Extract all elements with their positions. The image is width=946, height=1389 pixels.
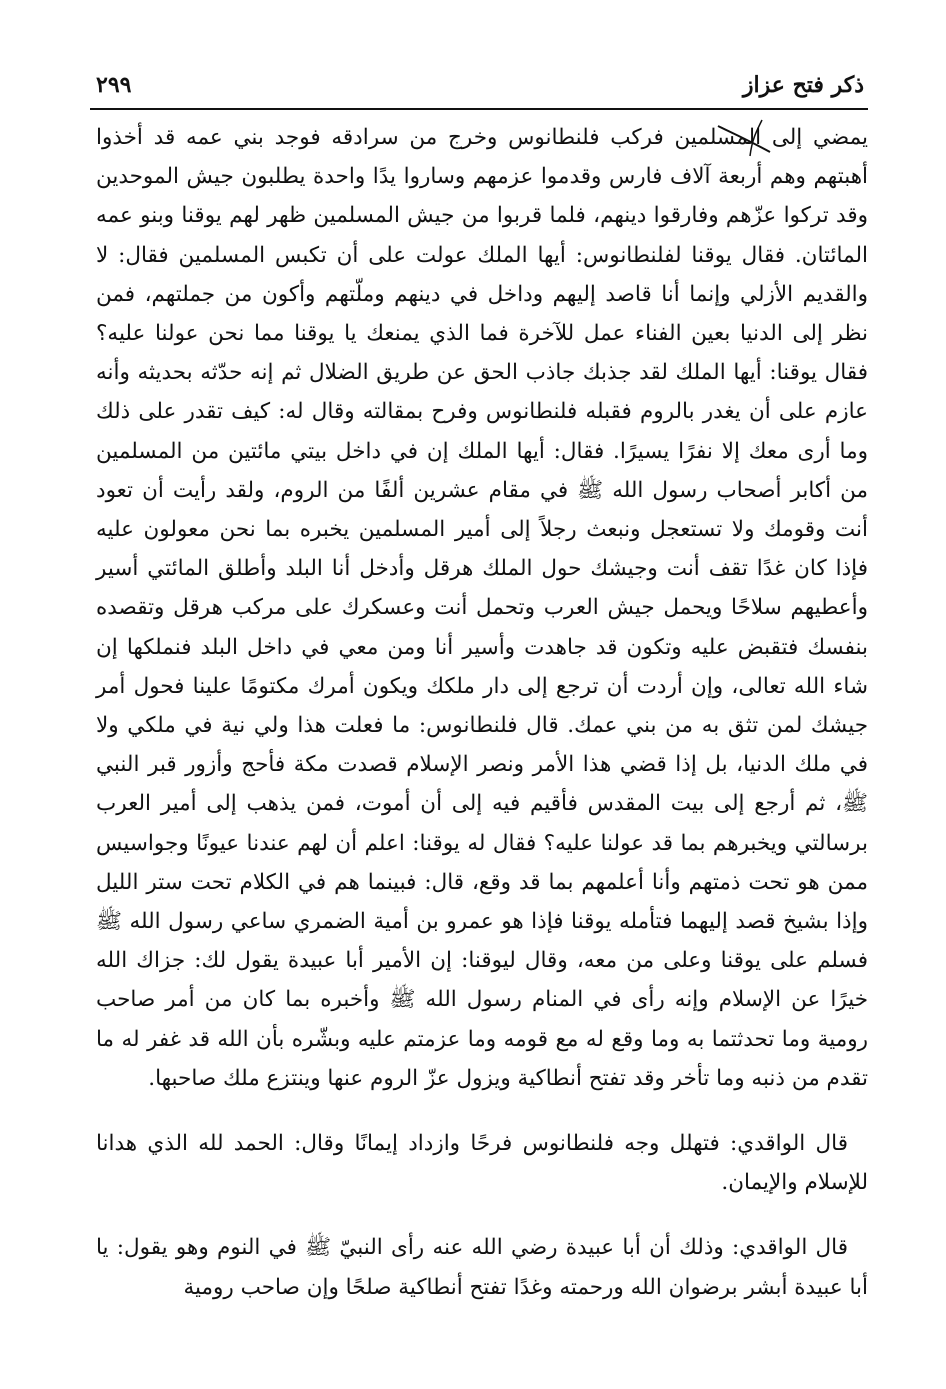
paragraph-main: يمضي إلى المسلمين فركب فلنطانوس وخرج من سرادقه فوجد بني عمه قد أخذوا أهبتهم وهم أربعة آلاف فارس وقدموا عزمهم وساروا يدًا واحدة يطلبون جيش الموحدين وقد تركوا عزّهم وفارقوا دينهم، فلما قربوا من جيش المسلمين ظهر لهم يوقنا وبنو عمه المائتان. فقال يوقنا لفلنطانوس: أيها الملك عولت على أن تكبس المسلمين فقال: لا والقديم الأزلي وإنما أنا قاصد إليهم وداخل في دينهم وملّتهم وأكون من جملتهم، فمن نظر إلى الدنيا بعين الفناء عمل للآخرة فما الذي يمنعك يا يوقنا مما نحن عولنا عليه؟ فقال يوقنا: أيها الملك لقد جذبك جاذب الحق عن طريق الضلال ثم إنه حدّثه بحديثه وأنه عازم على أن يغدر بالروم فقبله فلنطانوس وفرح بمقالته وقال له: كيف تقدر على ذلك وما أرى معك إلا نفرًا يسيرًا. فقال: أيها الملك إن في داخل بيتي مائتين من المسلمين من أكابر أصحاب رسول الله ﷺ في مقام عشرين ألفًا من الروم، ولقد رأيت أن تعود أنت وقومك ولا تستعجل ونبعث رجلاً إلى أمير المسلمين يخبره بما نحن معولون عليه فإذا كان غدًا تقف أنت وجيشك حول الملك هرقل وأدخل أنا البلد وأطلق المائتي أسير وأعطيهم سلاحًا ويحمل جيش العرب وتحمل أنت وعسكرك على مركب هرقل وتقصده بنفسك فتقبض عليه وتكون قد جاهدت وأسير أنا ومن معي في داخل البلد فنملكها إن شاء الله تعالى، وإن أردت أن ترجع إلى دار ملكك ويكون أمرك مكتومًا علينا فحول أمر جيشك لمن تثق به من بني عمك. قال فلنطانوس: ما فعلت هذا ولي نية في ملكي ولا في ملك الدنيا، بل إذا قضي هذا الأمر ونصر الإسلام قصدت مكة فأحج وأزور قبر النبي ﷺ، ثم أرجع إلى بيت المقدس فأقيم فيه إلى أن أموت، فمن يذهب إلى أمير العرب برسالتي ويخبرهم بما قد عولنا عليه؟ فقال له يوقنا: اعلم أن لهم عندنا عيونًا وجواسيس ممن هو تحت ذمتهم وأنا أعلمهم بما قد وقع، قال: فبينما هم في الكلام تحت ستر الليل وإذا بشيخ قصد إليهما فتأمله يوقنا فإذا هو عمرو بن أمية الضمري ساعي رسول الله ﷺ فسلم على يوقنا وعلى من معه، وقال ليوقنا: إن الأمير أبا عبيدة يقول لك: جزاك الله خيرًا عن الإسلام وإنه رأى في المنام رسول الله ﷺ وأخبره بما كان من أمر صاحب رومية وما تحدثتما به وما وقع له مع قومه وما عزمتم عليه وبشّره بأن الله قد غفر له ما تقدم من ذنبه وما تأخر وقد تفتح أنطاكية ويزول عزّ الروم عنها وينتزع ملك صاحبها. <box>96 125 868 1091</box>
page-body <box>96 118 868 1307</box>
paragraph-waqidi-2: قال الواقدي: وذلك أن أبا عبيدة رضي الله عنه رأى النبيّ ﷺ في النوم وهو يقول: يا أبا عبيدة أبشر برضوان الله ورحمته وغدًا تفتح أنطاكية صلحًا وإن صاحب رومية <box>96 1235 868 1300</box>
running-title: ذكر فتح عزاز <box>742 72 864 98</box>
paragraph-waqidi-1: قال الواقدي: فتهلل وجه فلنطانوس فرحًا وازداد إيمانًا وقال: الحمد لله الذي هدانا للإسلام والإيمان. <box>96 1131 868 1196</box>
page-header <box>90 70 868 110</box>
page-number: ٢٩٩ <box>96 72 132 98</box>
